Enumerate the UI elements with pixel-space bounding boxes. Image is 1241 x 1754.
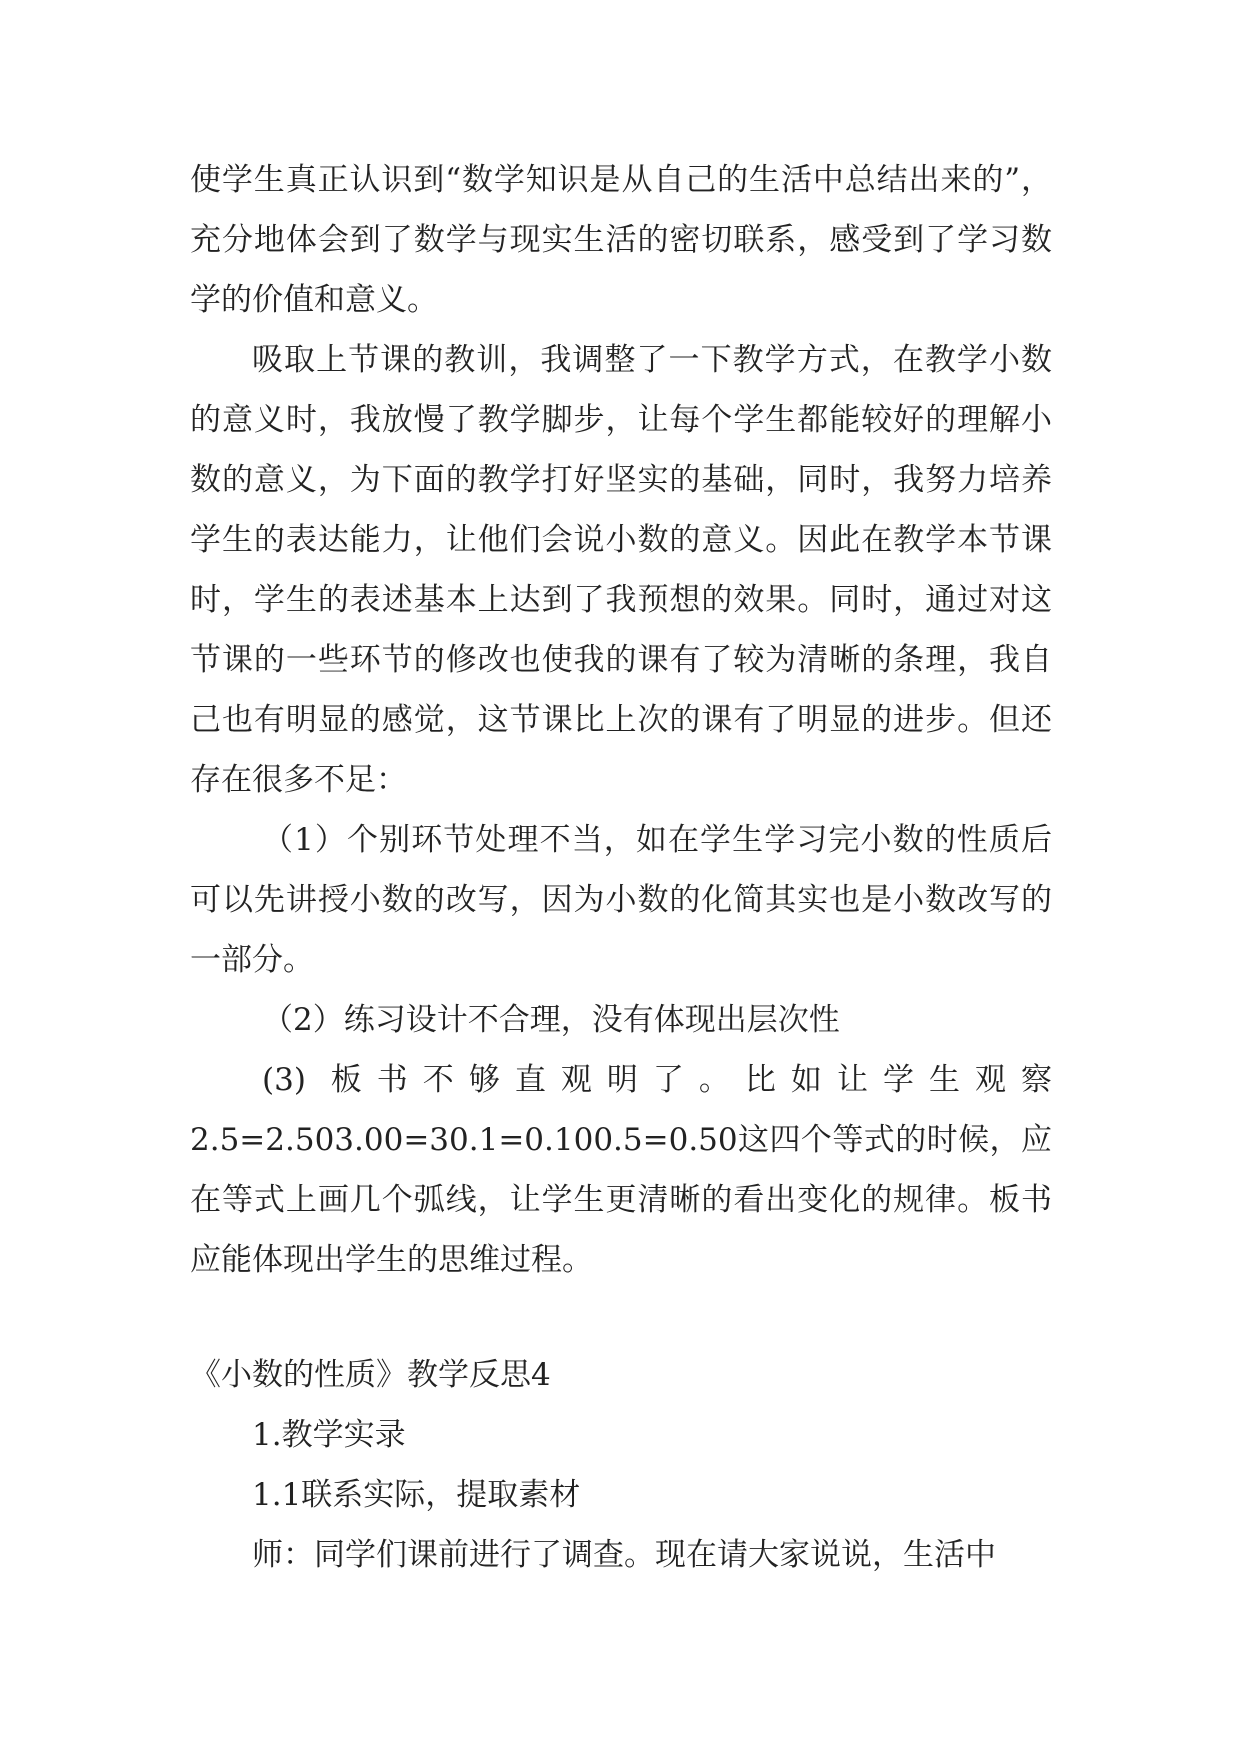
section-item-subheading: 1.1联系实际，提取素材	[252, 1477, 581, 1513]
paragraph-point-3: (3) 板书不够直观明了。比如让学生观察2.5=2.503.00=30.1=0.100.5=0.50这四个等式的时候，应在等式上画几个弧线，让学生更清晰的看出变化的规律。板书应能体现出学生的思维过程。	[190, 1062, 1052, 1278]
section-item-record: 1.教学实录	[252, 1417, 406, 1453]
section-item-teacher-line: 师：同学们课前进行了调查。现在请大家说说，生活中	[252, 1537, 996, 1573]
document-page	[190, 150, 1052, 1585]
paragraph-point-1: （1）个别环节处理不当，如在学生学习完小数的性质后可以先讲授小数的改写，因为小数的化简其实也是小数改写的一部分。	[190, 822, 1052, 978]
paragraph-point-2: （2）练习设计不合理，没有体现出层次性	[262, 1002, 840, 1038]
paragraph-intro: 使学生真正认识到“数学知识是从自己的生活中总结出来的”，充分地体会到了数学与现实生活的密切联系，感受到了学习数学的价值和意义。	[190, 162, 1052, 318]
section-title: 《小数的性质》教学反思4	[190, 1357, 551, 1393]
paragraph-reflection: 吸取上节课的教训，我调整了一下教学方式，在教学小数的意义时，我放慢了教学脚步，让每个学生都能较好的理解小数的意义，为下面的教学打好坚实的基础，同时，我努力培养学生的表达能力，让他们会说小数的意义。因此在教学本节课时，学生的表述基本上达到了我预想的效果。同时，通过对这节课的一些环节的修改也使我的课有了较为清晰的条理，我自己也有明显的感觉，这节课比上次的课有了明显的进步。但还存在很多不足：	[190, 342, 1052, 798]
